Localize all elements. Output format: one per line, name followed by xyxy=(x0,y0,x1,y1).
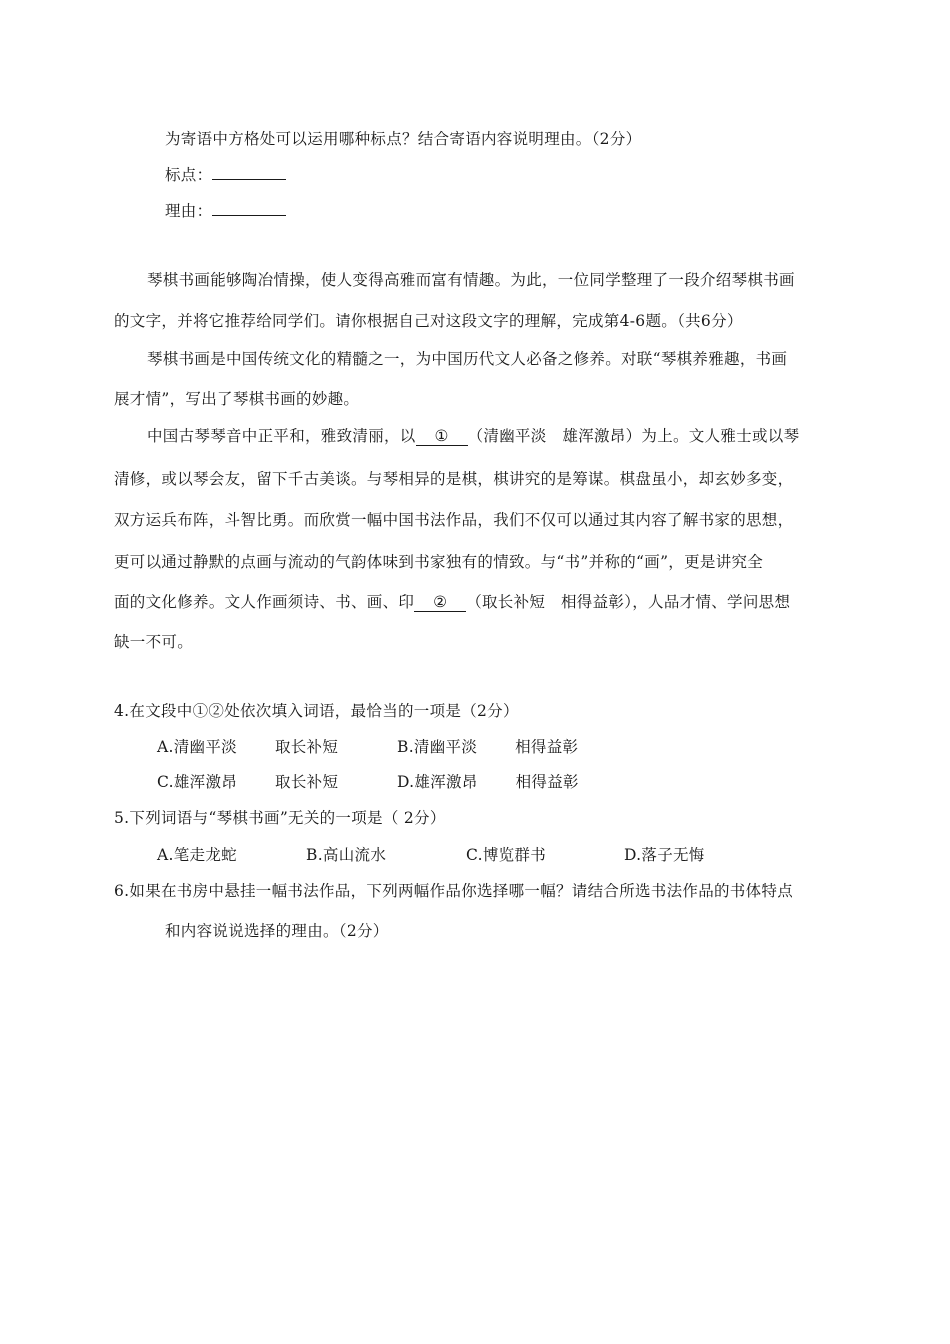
q5-option-b: B.高山流水 xyxy=(306,846,387,864)
passage-p1-line-1: 琴棋书画是中国传统文化的精髓之一，为中国历代文人必备之修养。对联“琴棋养雅趣，书画 xyxy=(147,350,788,368)
q3-punct-label: 标点： xyxy=(165,166,213,184)
q4-option-a: A.清幽平淡 取长补短 xyxy=(157,738,339,756)
q4-option-c: C.雄浑激昂 取长补短 xyxy=(157,773,339,791)
passage-p2-line-2: 清修，或以琴会友，留下千古美谈。与琴相异的是棋，棋讲究的是筹谋。棋盘虽小，却玄妙多变， xyxy=(114,470,794,488)
q3-prompt: 为寄语中方格处可以运用哪种标点？结合寄语内容说明理由。（2分） xyxy=(165,130,642,148)
passage-p2-line-5: 面的文化修养。文人作画须诗、书、画、印 ② （取长补短 相得益彰），人品才情、学问思想 xyxy=(114,593,791,611)
q3-reason-line xyxy=(165,199,286,221)
q5-stem: 5.下列词语与“琴棋书画”无关的一项是（ 2分） xyxy=(114,809,446,827)
blank-1: ① xyxy=(416,427,468,446)
intro-line-2: 的文字，并将它推荐给同学们。请你根据自己对这段文字的理解，完成第4-6题。（共6分） xyxy=(114,312,743,330)
passage-p2-line-6: 缺一不可。 xyxy=(114,633,194,651)
blank-2: ② xyxy=(414,593,466,612)
q6-stem-line-1: 6.如果在书房中悬挂一幅书法作品，下列两幅作品你选择哪一幅？请结合所选书法作品的书体特点 xyxy=(114,882,793,900)
q3-reason-blank xyxy=(212,201,286,216)
q4-option-d: D.雄浑激昂 相得益彰 xyxy=(397,773,579,791)
q5-option-a: A.笔走龙蛇 xyxy=(157,846,237,864)
intro-line-1: 琴棋书画能够陶冶情操，使人变得高雅而富有情趣。为此，一位同学整理了一段介绍琴棋书画 xyxy=(147,271,795,289)
passage-p1-line-2: 展才情”，写出了琴棋书画的妙趣。 xyxy=(114,390,360,408)
passage-p2-line-1: 中国古琴琴音中正平和，雅致清丽，以 ① （清幽平淡 雄浑激昂）为上。文人雅士或以琴 xyxy=(147,427,800,445)
passage-p2-line-4: 更可以通过静默的点画与流动的气韵体味到书家独有的情致。与“书”并称的“画”，更是讲究全 xyxy=(114,553,764,571)
q4-stem: 4.在文段中①②处依次填入词语，最恰当的一项是（2分） xyxy=(114,702,519,720)
q5-option-d: D.落子无悔 xyxy=(624,846,705,864)
q6-stem-line-2: 和内容说说选择的理由。（2分） xyxy=(165,922,389,940)
passage-p2-line-3: 双方运兵布阵，斗智比勇。而欣赏一幅中国书法作品，我们不仅可以通过其内容了解书家的思想， xyxy=(114,511,794,529)
q5-option-c: C.博览群书 xyxy=(466,846,547,864)
q3-punct-blank xyxy=(212,165,286,180)
q4-option-b: B.清幽平淡 相得益彰 xyxy=(397,738,579,756)
q3-reason-label: 理由： xyxy=(165,202,213,220)
q3-punct-line xyxy=(165,163,286,185)
